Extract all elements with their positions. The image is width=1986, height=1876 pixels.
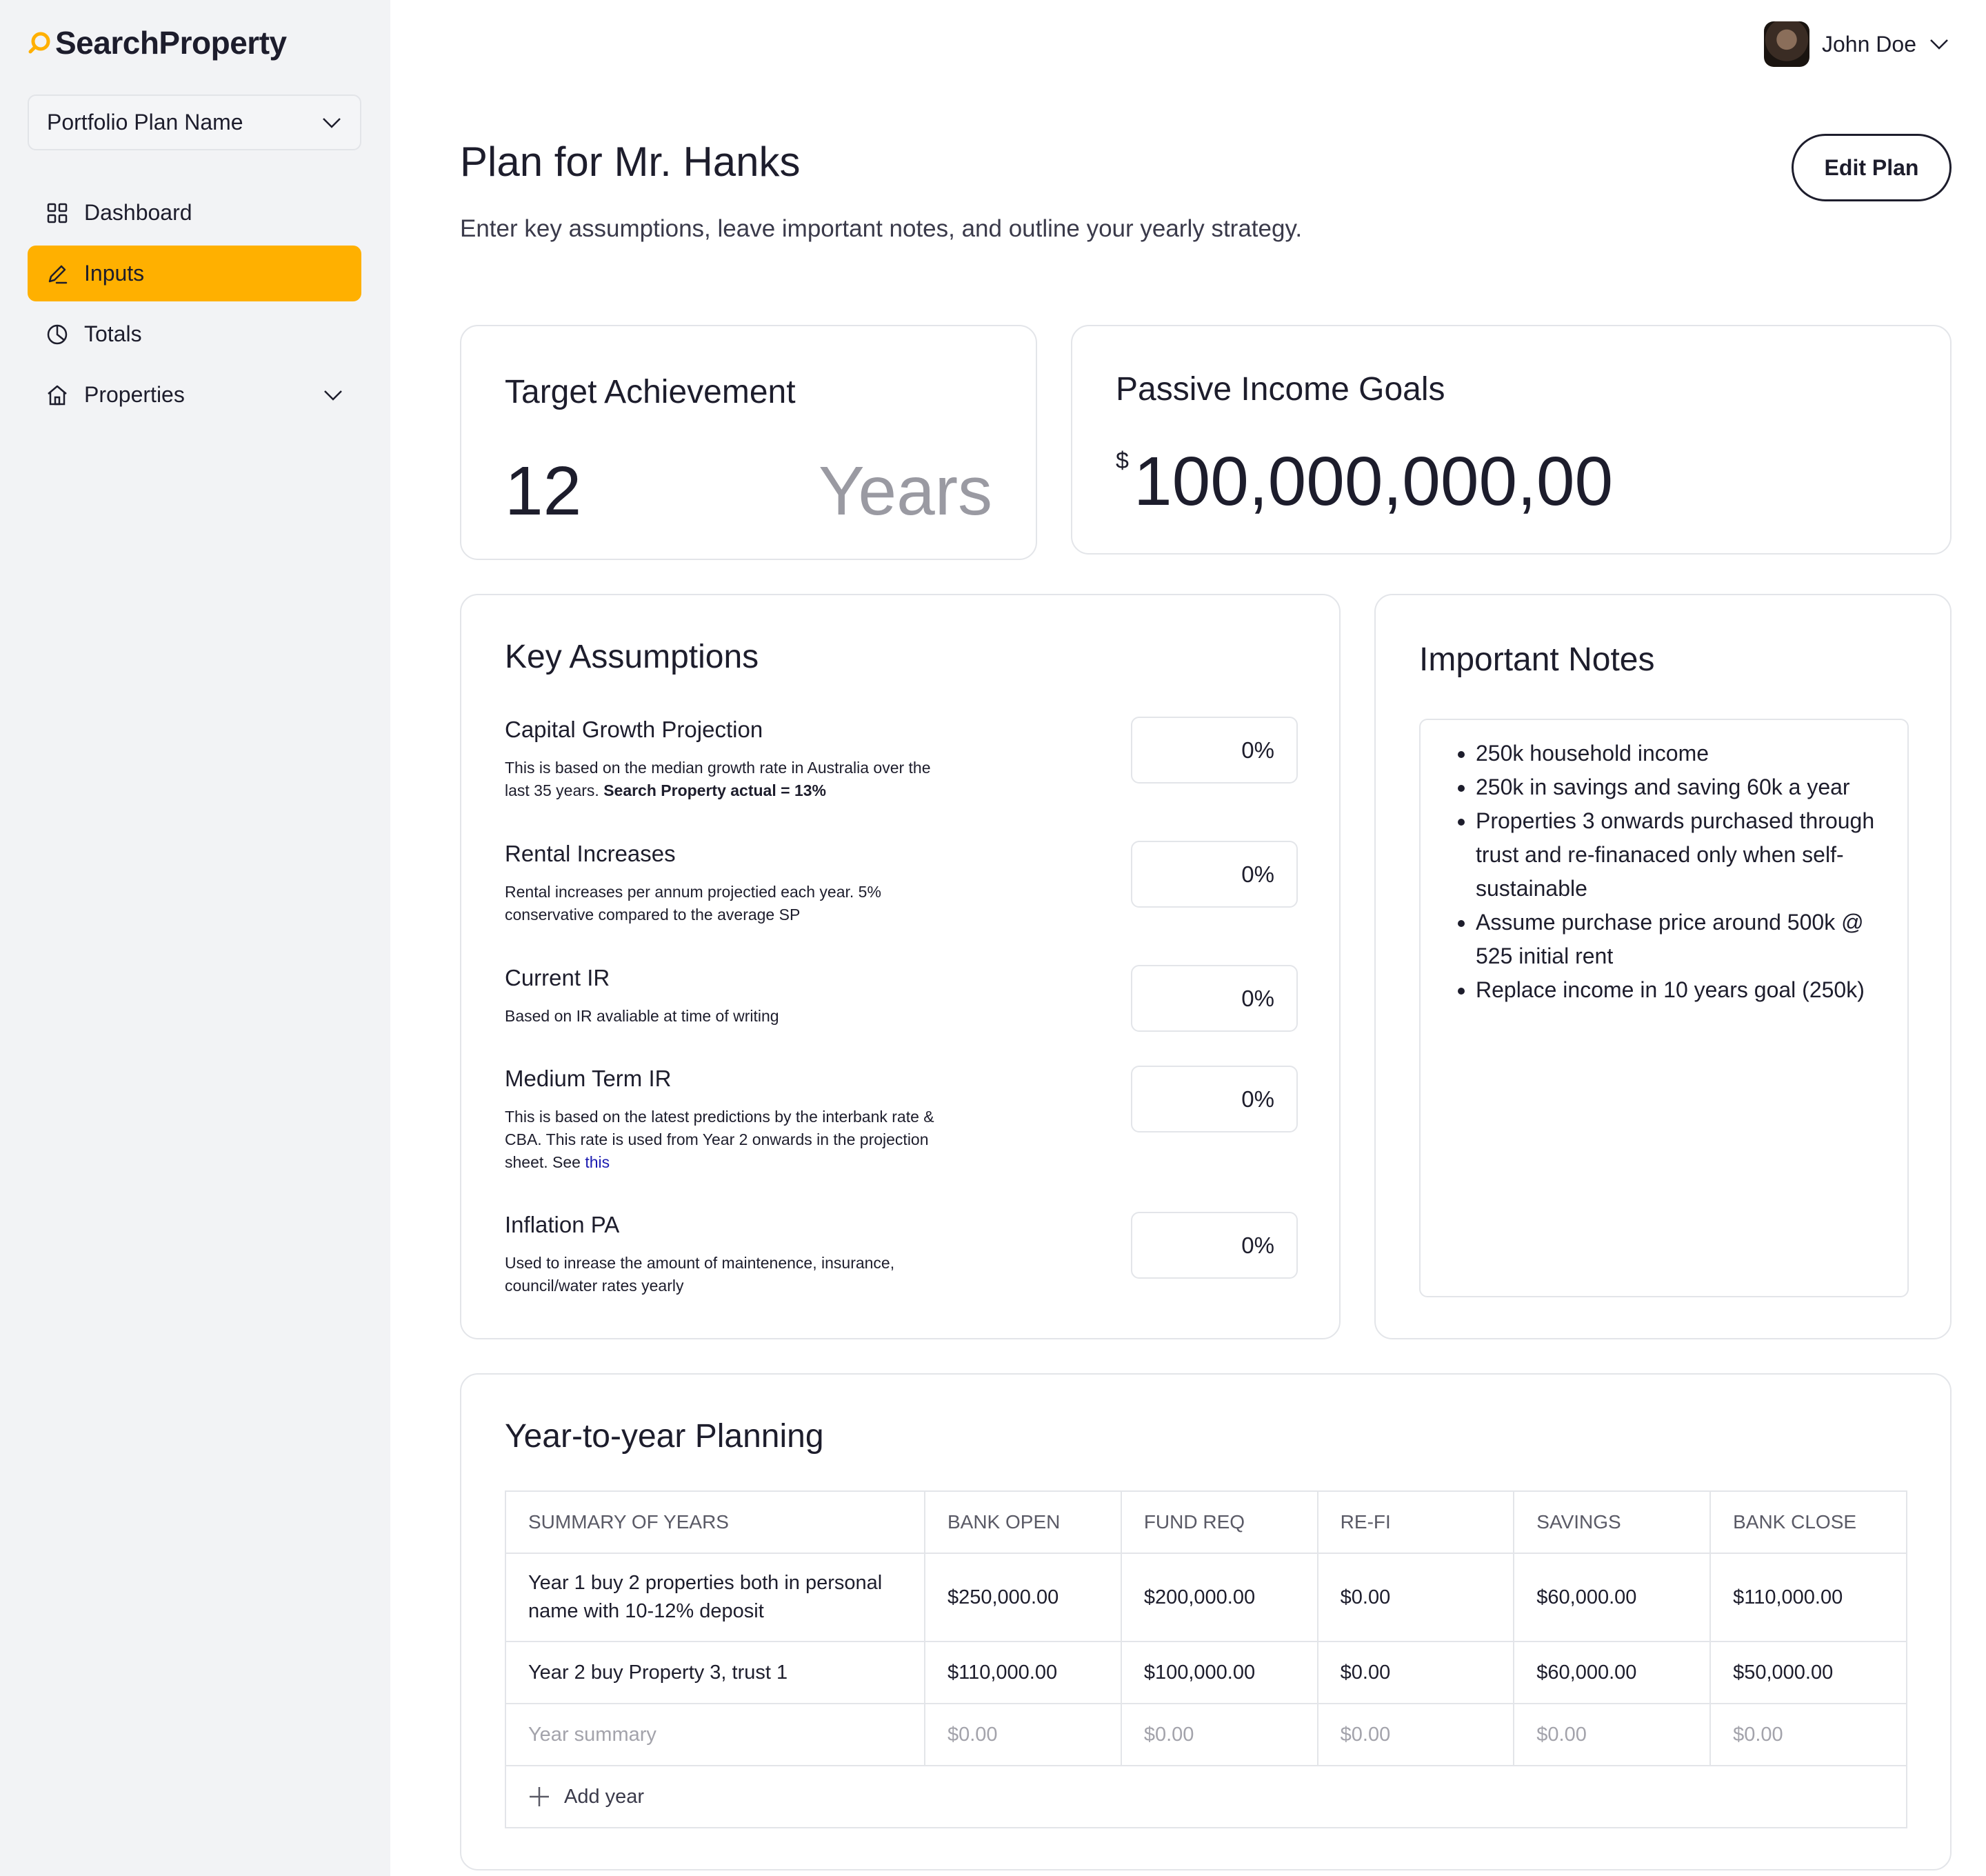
edit-plan-button[interactable]: Edit Plan: [1792, 134, 1952, 201]
rental-increases-input[interactable]: 0%: [1131, 841, 1298, 908]
sidebar-item-label: Properties: [84, 382, 185, 407]
table-cell[interactable]: $200,000.00: [1121, 1553, 1318, 1642]
table-cell-placeholder[interactable]: $0.00: [1710, 1704, 1907, 1766]
logo[interactable]: [28, 22, 287, 63]
card-title: Important Notes: [1419, 641, 1655, 678]
card-title: Year-to-year Planning: [505, 1418, 824, 1455]
sidebar-item-dashboard[interactable]: [28, 185, 361, 241]
see-this-link[interactable]: this: [585, 1153, 610, 1171]
assumption-title: Capital Growth Projection: [505, 717, 763, 742]
assumption-desc: This is based on the latest predictions by the interbank rate & CBA. This rate is used from Year 2 onwards in the projection sheet. See this: [505, 1108, 934, 1171]
currency-symbol: $: [1116, 448, 1129, 474]
add-year-cell[interactable]: [505, 1766, 1907, 1828]
portfolio-plan-label: Portfolio Plan Name: [47, 110, 243, 134]
note-item: • Replace income in 10 years goal (250k): [1476, 973, 1887, 1007]
passive-income-card: [1071, 325, 1952, 555]
table-cell[interactable]: $0.00: [1318, 1553, 1514, 1642]
sidebar: [0, 0, 390, 1876]
assumption-medium-term-ir: [505, 1066, 1298, 1174]
card-title: Target Achievement: [505, 374, 796, 410]
assumption-title: Medium Term IR: [505, 1066, 672, 1091]
capital-growth-input[interactable]: 0%: [1131, 717, 1298, 784]
plus-icon: [528, 1786, 550, 1808]
key-assumptions-card: [460, 594, 1341, 1339]
table-cell[interactable]: $60,000.00: [1514, 1553, 1710, 1642]
table-cell[interactable]: $250,000.00: [925, 1553, 1121, 1642]
sidebar-item-label: Inputs: [84, 261, 145, 286]
assumption-desc: Used to inrease the amount of maintenence, insurance, council/water rates yearly: [505, 1254, 895, 1295]
sidebar-nav: [28, 185, 361, 428]
current-ir-input[interactable]: 0%: [1131, 965, 1298, 1032]
table-cell[interactable]: $0.00: [1318, 1642, 1514, 1704]
user-name: John Doe: [1822, 31, 1916, 57]
medium-term-ir-input[interactable]: 0%: [1131, 1066, 1298, 1132]
logo-text: SearchProperty: [55, 25, 287, 61]
target-achievement-card: [460, 325, 1037, 560]
page-title: Plan for Mr. Hanks: [460, 139, 801, 185]
table-cell-placeholder[interactable]: $0.00: [1514, 1704, 1710, 1766]
table-header-row: [505, 1491, 1907, 1553]
note-item: • Assume purchase price around 500k @ 525 initial rent: [1476, 906, 1887, 973]
table-row[interactable]: [505, 1642, 1907, 1704]
column-header: BANK CLOSE: [1710, 1491, 1907, 1553]
assumption-desc: Based on IR avaliable at time of writing: [505, 1007, 779, 1025]
add-year-row[interactable]: [505, 1766, 1907, 1828]
assumption-capital-growth: [505, 717, 1298, 802]
pie-chart-icon: [46, 323, 69, 346]
sidebar-item-totals[interactable]: [28, 306, 361, 362]
year-planning-card: [460, 1373, 1952, 1870]
card-title: Key Assumptions: [505, 639, 759, 675]
avatar[interactable]: [1764, 21, 1809, 67]
chevron-down-icon[interactable]: [323, 389, 343, 401]
table-cell[interactable]: Year 1 buy 2 properties both in personal name with 10-12% deposit: [505, 1553, 925, 1642]
inflation-input[interactable]: 0%: [1131, 1212, 1298, 1279]
table-cell[interactable]: Year 2 buy Property 3, trust 1: [505, 1642, 925, 1704]
target-years-value[interactable]: 12: [505, 452, 582, 530]
column-header: SUMMARY OF YEARS: [505, 1491, 925, 1553]
table-row-placeholder[interactable]: [505, 1704, 1907, 1766]
table-row[interactable]: [505, 1553, 1907, 1642]
column-header: SAVINGS: [1514, 1491, 1710, 1553]
column-header: RE-FI: [1318, 1491, 1514, 1553]
dashboard-grid-icon: [46, 201, 69, 225]
add-year-button[interactable]: [528, 1786, 1884, 1808]
logo-search-icon: [28, 30, 52, 55]
table-cell[interactable]: $110,000.00: [925, 1642, 1121, 1704]
assumption-title: Current IR: [505, 965, 610, 990]
assumption-current-ir: [505, 965, 1298, 1028]
table-cell[interactable]: $60,000.00: [1514, 1642, 1710, 1704]
assumption-title: Inflation PA: [505, 1212, 620, 1237]
notes-textarea[interactable]: [1419, 719, 1909, 1297]
table-cell[interactable]: $100,000.00: [1121, 1642, 1318, 1704]
table-cell-placeholder[interactable]: $0.00: [925, 1704, 1121, 1766]
sidebar-item-inputs[interactable]: [28, 246, 361, 301]
assumption-inflation: [505, 1212, 1298, 1297]
table-cell-placeholder[interactable]: Year summary: [505, 1704, 925, 1766]
sidebar-item-properties[interactable]: [28, 367, 361, 423]
pencil-icon: [46, 262, 69, 286]
assumption-rental-increases: [505, 841, 1298, 926]
user-menu[interactable]: [1764, 21, 1949, 68]
chevron-down-icon: [1929, 38, 1949, 50]
assumption-title: Rental Increases: [505, 841, 676, 866]
assumption-desc: This is based on the median growth rate in Australia over the last 35 years. Search Property actual = 13%: [505, 759, 931, 799]
table-cell[interactable]: $50,000.00: [1710, 1642, 1907, 1704]
table-cell-placeholder[interactable]: $0.00: [1318, 1704, 1514, 1766]
planning-table: [505, 1490, 1907, 1828]
note-item: • 250k in savings and saving 60k a year: [1476, 770, 1887, 804]
column-header: BANK OPEN: [925, 1491, 1121, 1553]
sidebar-item-label: Dashboard: [84, 200, 192, 225]
note-item: • 250k household income: [1476, 737, 1887, 770]
note-item: • Properties 3 onwards purchased through trust and re-finanaced only when self-sustainable: [1476, 804, 1887, 906]
table-cell[interactable]: $110,000.00: [1710, 1553, 1907, 1642]
important-notes-card: [1374, 594, 1952, 1339]
page-subtitle: Enter key assumptions, leave important notes, and outline your yearly strategy.: [460, 215, 1303, 242]
notes-list: [1476, 737, 1887, 1007]
home-icon: [46, 383, 69, 407]
assumption-desc-bold: Search Property actual = 13%: [603, 781, 826, 799]
add-year-label: Add year: [564, 1785, 645, 1808]
target-years-unit: Years: [818, 452, 992, 530]
assumption-desc: Rental increases per annum projectied each year. 5% conservative compared to the average SP: [505, 883, 881, 924]
passive-income-amount[interactable]: 100,000,000,00: [1134, 443, 1614, 520]
table-cell-placeholder[interactable]: $0.00: [1121, 1704, 1318, 1766]
portfolio-plan-select[interactable]: [28, 94, 361, 150]
chevron-down-icon: [321, 117, 342, 129]
sidebar-item-label: Totals: [84, 321, 142, 346]
card-title: Passive Income Goals: [1116, 371, 1445, 408]
column-header: FUND REQ: [1121, 1491, 1318, 1553]
